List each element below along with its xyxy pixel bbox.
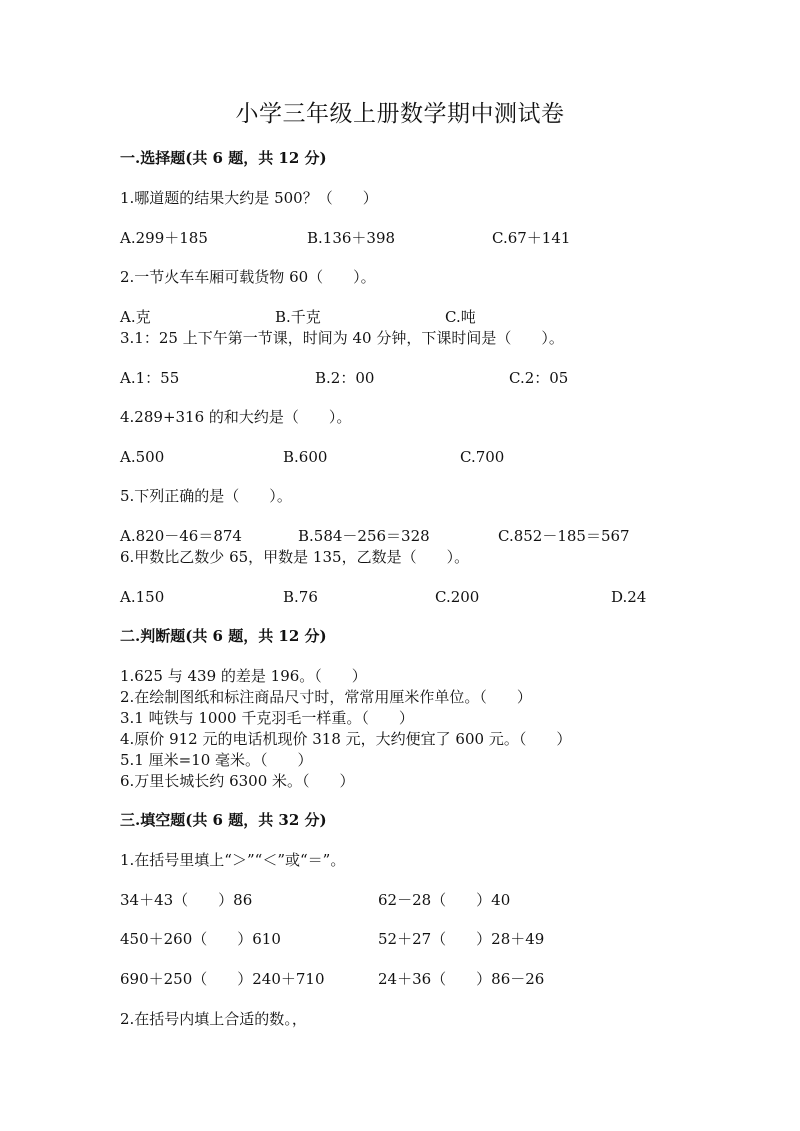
question-stem: 3.1：25 上下午第一节课，时间为 40 分钟，下课时间是（ ）。: [120, 329, 564, 347]
comparison-item: 24＋36（ ）86－26: [378, 970, 545, 988]
option-a: A.1：55: [120, 369, 180, 387]
comparison-item: 52＋27（ ）28＋49: [378, 930, 545, 948]
comparison-item: 690＋250（ ）240＋710: [120, 970, 325, 988]
comparison-item: 34＋43（ ）86: [120, 891, 253, 909]
option-b: B.千克: [275, 308, 321, 326]
section-1-heading: 一.选择题(共 6 题，共 12 分): [120, 149, 327, 167]
question-stem: 1.哪道题的结果大约是 500？（ ）: [120, 189, 378, 207]
question-stem: 6.甲数比乙数少 65，甲数是 135，乙数是（ ）。: [120, 548, 470, 566]
page-title: 小学三年级上册数学期中测试卷: [235, 101, 565, 127]
comparison-item: 62－28（ ）40: [378, 891, 511, 909]
judgment-item: 4.原价 912 元的电话机现价 318 元，大约便宜了 600 元。（ ）: [120, 730, 572, 748]
option-c: C.67＋141: [492, 229, 571, 247]
option-c: C.吨: [445, 308, 476, 326]
judgment-item: 3.1 吨铁与 1000 千克羽毛一样重。（ ）: [120, 709, 414, 727]
option-a: A.150: [120, 588, 165, 606]
option-b: B.600: [283, 448, 328, 466]
judgment-item: 6.万里长城长约 6300 米。（ ）: [120, 772, 355, 790]
option-a: A.820－46＝874: [120, 527, 242, 545]
judgment-item: 5.1 厘米=10 毫米。（ ）: [120, 751, 313, 769]
option-b: B.584－256＝328: [298, 527, 430, 545]
option-a: A.500: [120, 448, 165, 466]
judgment-item: 2.在绘制图纸和标注商品尺寸时，常常用厘米作单位。（ ）: [120, 688, 532, 706]
question-stem: 1.在括号里填上“＞”“＜”或“＝”。: [120, 851, 346, 869]
question-stem: 4.289+316 的和大约是（ ）。: [120, 408, 352, 426]
option-c: C.700: [460, 448, 505, 466]
question-stem: 2.在括号内填上合适的数。，: [120, 1010, 307, 1028]
judgment-item: 1.625 与 439 的差是 196。（ ）: [120, 667, 367, 685]
comparison-item: 450＋260（ ）610: [120, 930, 281, 948]
question-stem: 2.一节火车车厢可载货物 60（ ）。: [120, 268, 376, 286]
option-c: C.2：05: [509, 369, 569, 387]
section-2-heading: 二.判断题(共 6 题，共 12 分): [120, 627, 327, 645]
option-d: D.24: [611, 588, 647, 606]
question-stem: 5.下列正确的是（ ）。: [120, 487, 292, 505]
option-b: B.2：00: [315, 369, 375, 387]
option-a: A.299＋185: [120, 229, 208, 247]
option-c: C.852－185＝567: [498, 527, 630, 545]
option-a: A.克: [120, 308, 151, 326]
option-b: B.76: [283, 588, 318, 606]
option-b: B.136＋398: [307, 229, 396, 247]
option-c: C.200: [435, 588, 480, 606]
section-3-heading: 三.填空题(共 6 题，共 32 分): [120, 811, 327, 829]
